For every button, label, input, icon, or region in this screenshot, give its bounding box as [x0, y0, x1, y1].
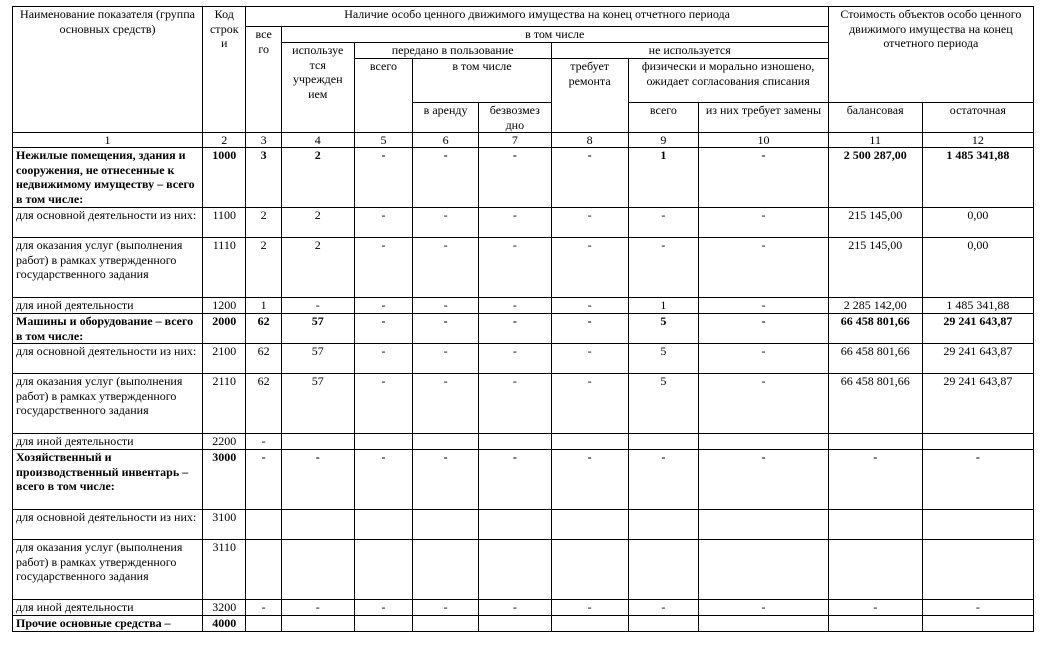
row-value: 2 285 142,00	[828, 298, 922, 314]
row-value	[281, 540, 354, 600]
row-value	[628, 510, 699, 540]
row-value: -	[413, 314, 479, 344]
header-code: Код строк и	[203, 7, 246, 133]
row-value: -	[354, 374, 413, 434]
row-value	[551, 510, 628, 540]
row-value: -	[413, 374, 479, 434]
row-value: 1 485 341,88	[922, 298, 1033, 314]
row-value: 62	[246, 344, 281, 374]
header-worn-total: всего	[628, 103, 699, 133]
row-value: 57	[281, 314, 354, 344]
row-value: -	[922, 600, 1033, 616]
row-value: 1 485 341,88	[922, 148, 1033, 208]
row-value: 215 145,00	[828, 208, 922, 238]
row-name: для оказания услуг (выполнения работ) в рамках утвержденного государственного задания	[13, 540, 203, 600]
row-value: -	[699, 450, 828, 510]
row-code: 3200	[203, 600, 246, 616]
header-presence: Наличие особо ценного движимого имущества на конец отчетного периода	[246, 7, 828, 27]
table-row	[13, 314, 1034, 344]
row-value: -	[413, 148, 479, 208]
row-value: -	[413, 600, 479, 616]
header-not-used: не используется	[551, 43, 828, 59]
row-value	[354, 510, 413, 540]
row-value	[413, 434, 479, 450]
assets-table	[12, 6, 1034, 632]
row-value: 66 458 801,66	[828, 374, 922, 434]
row-value: -	[413, 344, 479, 374]
row-value: 2	[281, 148, 354, 208]
row-value: 5	[628, 374, 699, 434]
header-rent: в аренду	[413, 103, 479, 133]
row-value: -	[478, 344, 551, 374]
row-value: -	[246, 600, 281, 616]
row-value: 1	[246, 298, 281, 314]
row-value: 62	[246, 374, 281, 434]
row-value: 2	[281, 208, 354, 238]
row-value: 2	[246, 238, 281, 298]
row-value	[281, 616, 354, 632]
row-value: -	[551, 600, 628, 616]
row-value: -	[413, 208, 479, 238]
row-value: 29 241 643,87	[922, 344, 1033, 374]
row-value	[246, 540, 281, 600]
row-name: для иной деятельности	[13, 434, 203, 450]
table-row	[13, 148, 1034, 208]
row-value: -	[478, 450, 551, 510]
table-row	[13, 540, 1034, 600]
row-value: -	[828, 450, 922, 510]
row-value	[551, 616, 628, 632]
row-value: -	[551, 374, 628, 434]
header-worn-replace: из них требует замены	[699, 103, 828, 133]
row-value: -	[828, 600, 922, 616]
header-value: Стоимость объектов особо ценного движимого имущества на конец отчетного периода	[828, 7, 1033, 103]
row-value	[828, 540, 922, 600]
row-value: -	[628, 238, 699, 298]
row-value	[478, 540, 551, 600]
row-value: -	[281, 450, 354, 510]
row-value: 0,00	[922, 238, 1033, 298]
row-value: 66 458 801,66	[828, 314, 922, 344]
row-value: -	[246, 450, 281, 510]
row-value: 1	[628, 298, 699, 314]
row-value: -	[478, 208, 551, 238]
row-name: Машины и оборудование – всего в том числе:	[13, 314, 203, 344]
row-name: для иной деятельности	[13, 600, 203, 616]
header-repair: требует ремонта	[551, 59, 628, 133]
row-name: для основной деятельности из них:	[13, 344, 203, 374]
row-value: -	[551, 344, 628, 374]
row-value: -	[354, 238, 413, 298]
column-number: 2	[203, 133, 246, 148]
row-value: 2	[281, 238, 354, 298]
row-value	[922, 510, 1033, 540]
row-value	[354, 434, 413, 450]
row-value: 5	[628, 314, 699, 344]
row-name: для оказания услуг (выполнения работ) в рамках утвержденного государственного задания	[13, 374, 203, 434]
row-value	[551, 434, 628, 450]
row-value: -	[699, 374, 828, 434]
row-value: 66 458 801,66	[828, 344, 922, 374]
row-value: 57	[281, 344, 354, 374]
row-value	[922, 540, 1033, 600]
row-value: -	[354, 298, 413, 314]
row-value: -	[628, 208, 699, 238]
header-name: Наименование показателя (группа основных средств)	[13, 7, 203, 133]
table-row	[13, 510, 1034, 540]
row-value	[354, 540, 413, 600]
column-number: 8	[551, 133, 628, 148]
row-name: Хозяйственный и производственный инвентарь – всего в том числе:	[13, 450, 203, 510]
row-value: -	[699, 298, 828, 314]
column-number: 3	[246, 133, 281, 148]
header-free: безвозмез дно	[478, 103, 551, 133]
row-code: 1200	[203, 298, 246, 314]
row-name: для иной деятельности	[13, 298, 203, 314]
table-row	[13, 208, 1034, 238]
column-number: 6	[413, 133, 479, 148]
row-value: -	[699, 238, 828, 298]
row-value	[281, 434, 354, 450]
row-value: -	[281, 298, 354, 314]
row-value	[246, 616, 281, 632]
row-value: -	[551, 298, 628, 314]
row-value	[699, 510, 828, 540]
row-code: 3100	[203, 510, 246, 540]
row-code: 3000	[203, 450, 246, 510]
row-value	[354, 616, 413, 632]
column-number: 5	[354, 133, 413, 148]
row-value	[478, 616, 551, 632]
row-code: 1100	[203, 208, 246, 238]
table-row	[13, 238, 1034, 298]
table-row	[13, 616, 1034, 632]
header-transferred: передано в пользование	[354, 43, 551, 59]
row-value: 0,00	[922, 208, 1033, 238]
row-value: -	[628, 600, 699, 616]
table-row	[13, 344, 1034, 374]
header-including-2: в том числе	[413, 59, 551, 103]
row-value	[413, 616, 479, 632]
row-value: 215 145,00	[828, 238, 922, 298]
row-value: -	[551, 314, 628, 344]
row-value	[828, 616, 922, 632]
row-value: 5	[628, 344, 699, 374]
row-value: -	[699, 344, 828, 374]
row-value: -	[922, 450, 1033, 510]
row-value: 1	[628, 148, 699, 208]
header-including: в том числе	[281, 27, 828, 43]
row-value: -	[354, 450, 413, 510]
row-code: 2000	[203, 314, 246, 344]
row-value	[413, 540, 479, 600]
row-value	[828, 510, 922, 540]
column-number: 9	[628, 133, 699, 148]
row-code: 2100	[203, 344, 246, 374]
row-value: -	[354, 314, 413, 344]
report-form	[12, 6, 1034, 632]
row-value	[699, 616, 828, 632]
column-number: 4	[281, 133, 354, 148]
row-value: -	[246, 434, 281, 450]
row-value: -	[478, 238, 551, 298]
column-number: 7	[478, 133, 551, 148]
row-value	[699, 434, 828, 450]
row-code: 1000	[203, 148, 246, 208]
row-code: 2110	[203, 374, 246, 434]
header-balance: балансовая	[828, 103, 922, 133]
row-value: -	[551, 148, 628, 208]
row-value	[922, 616, 1033, 632]
row-value: -	[478, 600, 551, 616]
column-number: 11	[828, 133, 922, 148]
row-value: -	[551, 238, 628, 298]
row-value: -	[478, 314, 551, 344]
row-value: -	[413, 298, 479, 314]
row-value: 62	[246, 314, 281, 344]
table-row	[13, 600, 1034, 616]
column-number: 1	[13, 133, 203, 148]
row-value: 2 500 287,00	[828, 148, 922, 208]
row-name: для основной деятельности из них:	[13, 208, 203, 238]
row-value	[413, 510, 479, 540]
row-value: -	[478, 298, 551, 314]
row-value: -	[478, 148, 551, 208]
row-value	[478, 434, 551, 450]
row-value: -	[413, 450, 479, 510]
column-number: 10	[699, 133, 828, 148]
row-name: Прочие основные средства –	[13, 616, 203, 632]
row-value: -	[551, 208, 628, 238]
header-worn: физически и морально изношено, ожидает согласования списания	[628, 59, 828, 103]
row-value: -	[354, 208, 413, 238]
row-value: -	[354, 344, 413, 374]
row-value: -	[699, 314, 828, 344]
row-code: 4000	[203, 616, 246, 632]
row-value	[246, 510, 281, 540]
row-value	[628, 540, 699, 600]
column-numbers-row	[13, 133, 1034, 148]
row-code: 1110	[203, 238, 246, 298]
row-value: -	[354, 148, 413, 208]
table-row	[13, 434, 1034, 450]
table-row	[13, 450, 1034, 510]
row-name: для оказания услуг (выполнения работ) в рамках утвержденного государственного задания	[13, 238, 203, 298]
column-number: 12	[922, 133, 1033, 148]
row-value: 57	[281, 374, 354, 434]
row-value: -	[699, 148, 828, 208]
row-value: -	[699, 600, 828, 616]
row-value: -	[413, 238, 479, 298]
row-value	[281, 510, 354, 540]
row-value	[551, 540, 628, 600]
row-value	[478, 510, 551, 540]
header-used: используе тся учрежден ием	[281, 43, 354, 133]
table-row	[13, 374, 1034, 434]
row-name: для основной деятельности из них:	[13, 510, 203, 540]
row-value: 29 241 643,87	[922, 314, 1033, 344]
table-row	[13, 298, 1034, 314]
row-value	[922, 434, 1033, 450]
header-transferred-total: всего	[354, 59, 413, 133]
row-value	[699, 540, 828, 600]
row-value: -	[478, 374, 551, 434]
row-code: 3110	[203, 540, 246, 600]
row-value: -	[551, 450, 628, 510]
row-value: -	[628, 450, 699, 510]
row-value	[628, 434, 699, 450]
header-residual: остаточная	[922, 103, 1033, 133]
row-value: -	[699, 208, 828, 238]
row-value: 29 241 643,87	[922, 374, 1033, 434]
row-value: -	[354, 600, 413, 616]
row-value	[828, 434, 922, 450]
row-name: Нежилые помещения, здания и сооружения, не отнесенные к недвижимому имуществу – всего в том числе:	[13, 148, 203, 208]
row-code: 2200	[203, 434, 246, 450]
row-value: 3	[246, 148, 281, 208]
row-value: 2	[246, 208, 281, 238]
header-total: все го	[246, 27, 281, 133]
row-value	[628, 616, 699, 632]
row-value: -	[281, 600, 354, 616]
